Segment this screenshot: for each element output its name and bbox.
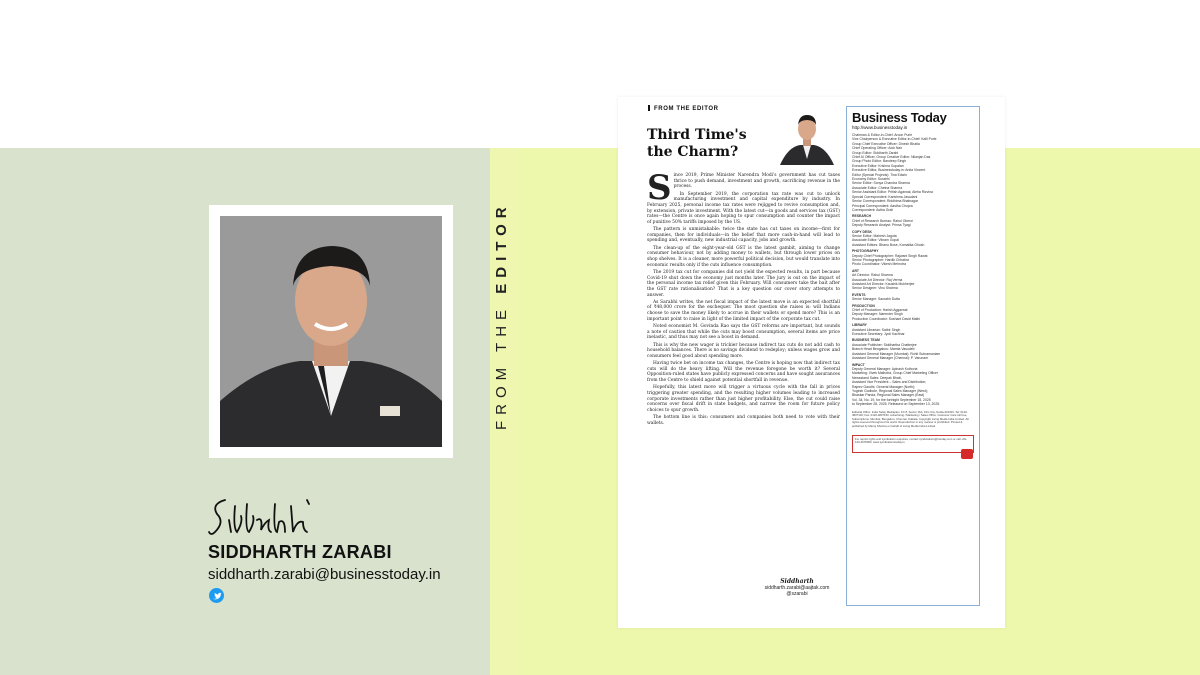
masthead-line: Yogesh Godbole, Regional Sales Manager (West); [852, 388, 928, 393]
masthead-line: COPY DESK [852, 229, 872, 234]
masthead-url: http://www.businesstoday.in [852, 125, 908, 130]
masthead-line: Executive Secretary: Jyoti Kachhar [852, 332, 905, 337]
masthead-line: Assistant Editors: Bhanu Bose, Komalika Ghosh [852, 242, 925, 247]
paragraph: The bottom line is this: consumers and companies both need to vote with their wallets. [647, 415, 840, 426]
paragraph: This is why the new wager is trickier because indirect tax cuts do not add cash to household balances. There is no savings dividend to redeploy; unless wages grow and consumers feel good about spending more. [647, 342, 840, 359]
bt-logo-badge [961, 449, 973, 459]
masthead-line: Vice Chairperson & Executive Editor-in-Chief: Kalli Purie [852, 137, 937, 142]
masthead-line: Deputy General Manager: Ayinash Kothoria [852, 366, 918, 371]
twitter-icon[interactable] [209, 588, 224, 603]
editor-photo [220, 216, 442, 447]
section-label-vertical [493, 201, 510, 430]
masthead-panel [846, 106, 980, 606]
masthead-line: PHOTOGRAPHY [852, 249, 879, 254]
masthead-line: Chairman & Editor-in-Chief: Aroon Purie [852, 133, 913, 137]
footer-handle: @szarabi [786, 591, 808, 597]
masthead-line: Associate Art Director: Raj Verma [852, 277, 903, 282]
masthead-line: Chief of Production: Harish Aggarwal [852, 308, 908, 313]
masthead-line: Assistant Vice President – Sales and Distribution; [852, 380, 927, 385]
footer-email: siddharth.zarabi@aajtak.com [764, 585, 830, 591]
masthead-line: Chief of Research Bureau: Rahul Oberoi [852, 218, 913, 223]
paragraph: The 2019 tax cut for companies did not yield the expected results, in part because Covid-19 shut down the economy just months later. The jury is out on the impact of the personal income tax relief given this February. Will consumers take the bait after the GST rate rationalisation? That is a key question our cover story attempts to answer. [647, 269, 840, 298]
magazine-page [618, 97, 1005, 628]
syndication-box [852, 435, 974, 453]
section-label-word2: EDITOR [493, 201, 510, 294]
masthead-line: Assistant Librarian: Satbir Singh [852, 327, 901, 332]
masthead-line: ART [852, 268, 859, 273]
masthead-line: Art Director: Rahul Sharma [852, 273, 893, 278]
masthead-line: Associate Publisher: Siddhartha Chatterjee [852, 342, 917, 347]
masthead-line: Deputy Research Analyst: Prinsa Tyagi [852, 223, 911, 228]
paragraph: Hopefully, this latest move will trigger a virtuous cycle with the fall in prices triggering greater spending, and the resulting higher volumes leading to increased corporate investments rather than just higher profitability. Else, the cut could raise concerns over fiscal drift in state budgets, and narrow the room for future policy choices to spur growth. [647, 385, 840, 413]
masthead-line: Assistant General Manager (Chennai): P. Varunam [852, 356, 929, 361]
masthead-line: Group Chief Executive Officer: Dinesh Bhatia [852, 141, 920, 146]
footer-signature: Siddharth [780, 578, 814, 585]
editorial-body [647, 168, 840, 428]
masthead-line: Senior Photographer: Hardik Chhabra [852, 257, 909, 262]
syndication-text: For reprint rights and syndication enquiries, contact syndications@intoday.com or call +91-120-4078000. www.syndicationstoday.in [855, 436, 967, 445]
masthead-line: Executive Editor: Krishna Gopalan [852, 163, 904, 168]
paragraph: The pattern is unmistakable: twice the state has cut taxes on income—first for companies, then for individuals—in the belief that more cash-in-hand will lead to spending and, eventually, new industrial capacity, jobs and growth. [647, 227, 840, 244]
masthead-line: to September 28, 2025. Released on September 13, 2025. [852, 402, 941, 407]
masthead-line: Senior Editor: Mahesh Jagota [852, 233, 897, 238]
masthead-line: Branch Head Bengaluru: Mamta Vasudeb [852, 347, 915, 352]
paragraph: In September 2019, the corporation tax rate was cut to unlock manufacturing investment and capital expenditure by industry. In February 2025, personal income tax rates were rejigged to revive consumption and, by extension, private investment. With the latest cut—in goods and services tax (GST) rates—the Centre is once again hoping to spur consumption and counter the impact of punitive 50% tariffs imposed by the US. [647, 191, 840, 225]
page-footer-signoff [757, 579, 837, 597]
masthead-line: Correspondent: Astha Grail [852, 207, 893, 212]
masthead-line: Assistant General Manager (Mumbai): Rohit Subramaniam [852, 351, 941, 356]
masthead-line: Executive Editor, Businesstoday.in: Anita Vincent [852, 168, 926, 173]
drop-cap: S [647, 168, 672, 208]
editor-email-link[interactable]: siddharth.zarabi@businesstoday.in [208, 566, 441, 583]
masthead-line: Vol. 34, No. 19, for the fortnight September 15, 2025 [852, 397, 931, 402]
masthead-line: PRODUCTION [852, 303, 875, 308]
masthead-lines [852, 133, 974, 407]
masthead-line: Senior Correspondent: Riddhima Bhatnagar [852, 199, 918, 204]
masthead-line: LIBRARY [852, 323, 867, 328]
masthead-line: Senior Manager: Saurabh Dutta [852, 297, 900, 302]
page-kicker: FROM THE EDITOR [648, 105, 719, 112]
masthead-line: Group Editor: Siddharth Zarabi [852, 150, 899, 155]
masthead-line: Senior Assistant Editor: Pritish Agarwal, Aleha Rizvina [852, 190, 933, 195]
masthead-line: Principal Correspondent: Aastha Chopra [852, 203, 913, 208]
masthead-line: Deputy Manager: Narender Singh [852, 312, 903, 317]
masthead-fine-print: Editorial Office: India Today Mediaplex, FC 8, Sector 16A, Film City, Noida-201301; Tel: 0120-4807100; Fax: 0120-4807150. Advertising / Marketing / Sales Office: Customer Care toll free, Subscriptions, Mumbai, Bengaluru, Chennai, Kolkata. Copyright Living Media India Limited. All rights reserved throughout the world. Reproduction in any manner is prohibited. Printed & published by Manoj Sharma on behalf of Living Media India Limited. [852, 409, 969, 428]
masthead-line: IMPACT [852, 362, 865, 367]
masthead-line: Chief Operating Officer: Alok Nair [852, 146, 903, 151]
masthead-line: Senior Designer: Vinu Sharma [852, 286, 898, 291]
masthead-line: RESEARCH [852, 214, 872, 219]
masthead-line: Bhaskar Panda, Regional Sales Manager (East) [852, 393, 925, 398]
masthead-line: Marketing: Vivek Malhotra, Group Chief Marketing Officer [852, 371, 938, 376]
editor-portrait-illustration [220, 216, 442, 447]
paragraph: As Sarabhi writes, the net fiscal impact of the latest move is an expected shortfall of ₹48,000 crore for the exchequer. The moot question she raises is: will Indians choose to save the money likely to accrue in their wallets or spend more? This is an important point to raise in light of the limited impact of the corporate tax cut. [647, 299, 840, 322]
masthead-line: Editor (Special Projects): Tina Edwin [852, 172, 907, 177]
editor-name: SIDDHARTH ZARABI [208, 542, 392, 562]
masthead-line: Senior Editor: Sonya Chandra Sharma [852, 181, 910, 186]
masthead-line: Rajeev Gandhi, General Manager (North); [852, 384, 916, 389]
masthead-line: Newsstand Sales: Deepak Bhatt, [852, 375, 902, 380]
editor-photo-frame [209, 205, 453, 458]
masthead-line: Associate Editor: Vikram Gopal [852, 238, 899, 243]
masthead-line: Chief AI Officer, Group Creative Editor: Nilanjan Das [852, 155, 931, 160]
masthead-line: Associate Editor: Chetna Sharma [852, 185, 903, 190]
masthead-line: Group Photo Editor: Bandeep Singh [852, 159, 907, 164]
masthead-line: Economy Editor: Surabhi [852, 177, 890, 182]
paragraph: Noted economist M. Govinda Rao says the GST reforms are important, but sounds a note of caution that while the cuts may boost consumption, several items are price inelastic, and thus may not see a boost in demand. [647, 323, 840, 341]
section-label-word1: FROM THE [493, 293, 510, 430]
masthead-line: BUSINESS TEAM [852, 338, 880, 343]
paragraph: Having twice bet on income tax changes, the Centre is hoping now that indirect tax cuts will do the heavy lifting. Will the revenue foregone be worth it? Several Opposition-ruled states have publicly expressed concerns and have sought assurances from the Centre to shield against potential shortfall in revenue. [647, 361, 840, 384]
masthead-line: Special Correspondent: Karishma Jasudani [852, 194, 918, 199]
paragraph: Since 2019, Prime Minister Narendra Modi's government has cut taxes thrice to push demand, investment and growth, sacrificing revenue in the process. [647, 168, 840, 208]
masthead-line: Deputy Chief Photographer: Rajwant Singh Rawat [852, 253, 928, 258]
masthead-line: EVENTS [852, 292, 866, 297]
masthead-line: Photo Coordinator: Vikesh Mehrotra [852, 262, 907, 267]
masthead-line: Assistant Art Director: Kaushik Mukherjee [852, 282, 915, 286]
masthead-title: Business Today [852, 110, 947, 125]
editor-signature [207, 486, 327, 542]
page-editor-photo [778, 105, 836, 165]
masthead-line: Production Coordinator: Sushant David Mathi [852, 316, 921, 321]
paragraph: The clean-up of the eight-year-old GST is the latest gambit, aiming to change consumer behaviour, not by adding money to wallets, but through lower prices on shop shelves. It is a cleaner, more powerful political decision, but would translate into economic results only if the cuts influence consumption. [647, 245, 840, 268]
page-headline: Third Time's the Charm? [647, 127, 747, 160]
